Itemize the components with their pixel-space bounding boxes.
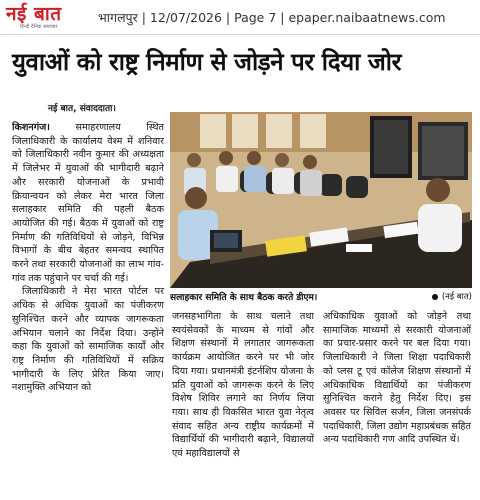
article-paragraph: किशनगंज। समाहरणालय स्थित जिलाधिकारी के कार्यालय वेश्म में शनिवार को जिलाधिकारी नवीन कुमार की अध्यक्षता में जिलेभर में युवाओं की भागीदारी बढ़ाने और सरकारी योजनाओं के प्रभावी क्रियान्वयन को लेकर मेरा भारत जिला सलाहकार समिति की पहली बैठक आयोजित की गई। बैठक में युवाओं को राष्ट्र निर्माण की गतिविधियों से जोड़ने, विभिन्न विभागों के बीच बेहतर समन्वय स्थापित करने तथा सरकारी योजनाओं का लाभ गांव-गांव तक पहुंचाने पर चर्चा की गई। [12,122,164,284]
article-paragraph: जिलाधिकारी ने मेरा भारत पोर्टल पर अधिक से अधिक युवाओं का पंजीकरण सुनिश्चित करने और व्यापक जागरूकता अभियान चलाने का निर्देश दिया। उन्होंने कहा कि युवाओं को सामाजिक कार्यों और राष्ट्र निर्माण की गतिविधियों में सक्रिय भागीदारी के लिए प्रेरित किया जाए। नशामुक्ति अभियान को [12,286,164,394]
edition-meta: भागलपुर | 12/07/2026 | Page 7 | epaper.naibaatnews.com [98,9,446,25]
dateline: किशनगंज। [12,122,50,133]
logo-tagline: हिन्दी दैनिक समाचार [20,24,58,30]
bullet-icon [432,294,438,300]
article-column-right [323,310,471,496]
meeting-photo-illustration [170,112,472,288]
article-paragraph: अधिकाधिक युवाओं को जोड़ने तथा सामाजिक माध्यमों से सरकारी योजनाओं का प्रचार-प्रसार करने पर बल दिया गया। जिलाधिकारी ने जिला शिक्षा पदाधिकारी को प्लस टू एवं कॉलेज शिक्षण संस्थानों में अधिकाधिक विद्यार्थियों का पंजीकरण सुनिश्चित कराने हेतु निर्देश दिए। इस अवसर पर सिविल सर्जन, जिला जनसंपर्क पदाधिकारी, जिला उद्योग महाप्रबंधक सहित अन्य पदाधिकारी गण आदि उपस्थित थें। [323,311,471,446]
masthead [0,0,480,35]
article-headline: युवाओं को राष्ट्र निर्माण से जोड़ने पर दिया जोर [12,48,401,76]
photo-caption: सलाहकार समिति के साथ बैठक करते डीएम। [170,293,318,303]
article-byline: नई बात, संवाददाता। [48,104,116,114]
article-paragraph: जनसहभागिता के साथ चलाने तथा स्वयंसेवकों के माध्यम से गांवों और शिक्षण संस्थानों में लगातार जागरूकता कार्यक्रम आयोजित करने पर भी जोर दिया गया। प्रधानमंत्री इंटर्नशिप योजना के प्रति युवाओं को जागरूक करने के लिए विशेष शिविर लगाने का निर्णय लिया गया। साथ ही विकसित भारत युवा नेतृत्व संवाद सहित अन्य राष्ट्रीय कार्यक्रमों में विद्यार्थियों की भागीदारी बढ़ाने, विद्यालयों एवं महाविद्यालयों से [172,311,314,460]
article-photo[interactable] [170,112,472,288]
logo-text: नई बात [6,3,62,25]
article-column-middle [172,310,314,496]
article-column-left [12,121,164,493]
photo-caption-bar [170,290,472,303]
photo-credit: (नई बात) [432,291,472,302]
newspaper-logo[interactable] [6,2,84,32]
